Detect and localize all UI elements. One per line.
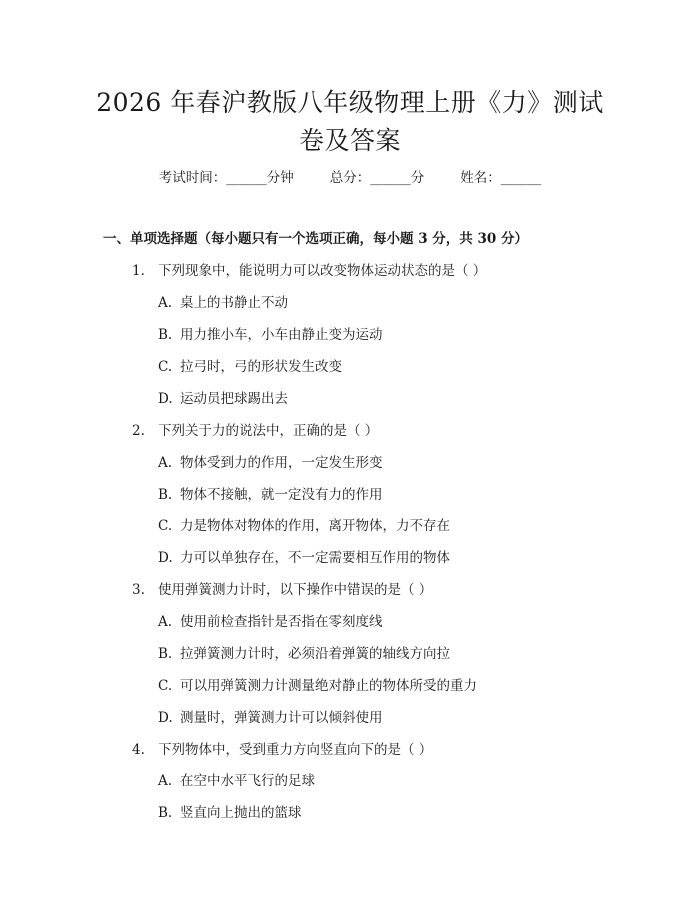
question-1-option-c [158,357,342,377]
title-line-1: 2026 年春沪教版八年级物理上册《力》测试 [96,88,604,117]
question-3-option-c [158,676,477,696]
section-heading-single-choice: 一、单项选择题（每小题只有一个选项正确，每小题 3 分，共 30 分） [103,231,528,247]
question-number: 1. [132,263,145,279]
question-3-option-a [158,612,383,632]
option-letter: D. [158,710,173,726]
option-text: 运动员把球踢出去 [180,391,288,407]
option-text: 可以用弹簧测力计测量绝对静止的物体所受的重力 [180,678,477,694]
question-4-option-a [158,771,315,791]
option-text: 拉弓时，弓的形状发生改变 [180,359,342,375]
question-number: 2. [132,423,145,439]
question-number: 4. [132,742,145,758]
option-text: 竖直向上抛出的篮球 [180,805,302,821]
exam-time-field: 考试时间：______分钟 [158,170,294,186]
question-4 [132,740,432,760]
question-text: 下列关于力的说法中，正确的是（ ） [158,423,379,439]
question-2 [132,421,378,441]
option-text: 测量时，弹簧测力计可以倾斜使用 [180,710,383,726]
option-letter: A. [158,455,173,471]
question-text: 使用弹簧测力计时，以下操作中错误的是（ ） [158,582,433,598]
total-score-field: 总分：______分 [329,170,425,186]
option-letter: A. [158,614,173,630]
option-letter: C. [158,518,173,534]
option-letter: D. [158,550,173,566]
question-2-option-d [158,548,450,568]
question-4-option-b [158,803,302,823]
question-2-option-b [158,485,383,505]
option-text: 力可以单独存在，不一定需要相互作用的物体 [180,550,450,566]
page-title [80,84,620,160]
option-text: 拉弹簧测力计时，必须沿着弹簧的轴线方向拉 [180,646,450,662]
option-text: 用力推小车，小车由静止变为运动 [180,327,383,343]
question-2-option-a [158,453,383,473]
option-letter: D. [158,391,173,407]
option-text: 物体受到力的作用，一定发生形变 [180,455,383,471]
student-name-field: 姓名：______ [460,170,542,186]
option-text: 在空中水平飞行的足球 [180,773,315,789]
question-1-option-b [158,325,383,345]
option-text: 桌上的书静止不动 [180,295,288,311]
question-3-option-d [158,708,383,728]
option-text: 物体不接触，就一定没有力的作用 [180,487,383,503]
option-letter: A. [158,295,173,311]
question-1 [132,261,486,281]
option-letter: C. [158,359,173,375]
question-3 [132,580,432,600]
question-text: 下列物体中，受到重力方向竖直向下的是（ ） [158,742,433,758]
option-letter: C. [158,678,173,694]
question-text: 下列现象中，能说明力可以改变物体运动状态的是（ ） [158,263,487,279]
option-letter: A. [158,773,173,789]
option-letter: B. [158,805,173,821]
option-text: 使用前检查指针是否指在零刻度线 [180,614,383,630]
question-1-option-a [158,293,288,313]
question-number: 3. [132,582,145,598]
exam-meta [0,168,700,188]
option-letter: B. [158,646,173,662]
option-letter: B. [158,327,173,343]
question-3-option-b [158,644,450,664]
option-letter: B. [158,487,173,503]
option-text: 力是物体对物体的作用，离开物体，力不存在 [180,518,450,534]
question-2-option-c [158,516,450,536]
question-1-option-d [158,389,288,409]
title-line-2: 卷及答案 [298,126,401,155]
